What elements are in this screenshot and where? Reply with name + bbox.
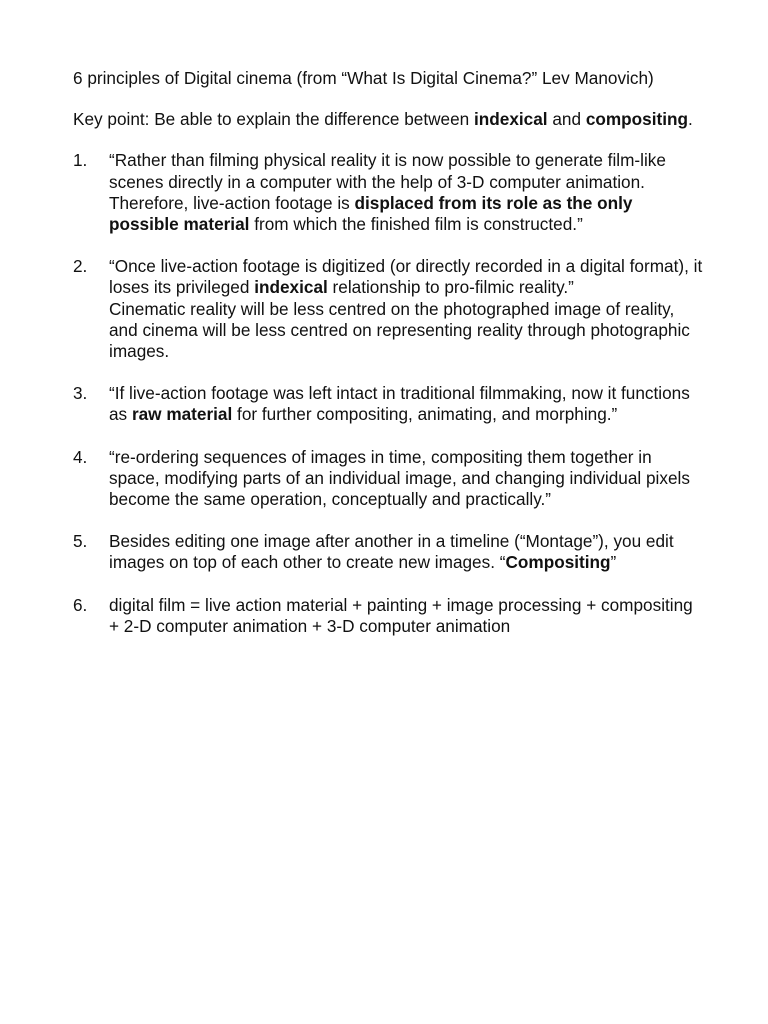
list-item-number: 3. bbox=[73, 383, 88, 404]
list-item-commentary: Cinematic reality will be less centred on the photographed image of reality, and cinema will be less centred on representing reality through photographic images. bbox=[109, 298, 690, 362]
key-term-indexical: indexical bbox=[474, 109, 548, 130]
list-item-emphasis: raw material bbox=[131, 404, 233, 425]
list-item-text: “If live-action footage was left intact in traditional filmmaking, now it functions as bbox=[109, 383, 690, 425]
list-item-number: 1. bbox=[73, 150, 88, 171]
list-item-text: relationship to pro-filmic reality.” bbox=[327, 277, 574, 298]
list-item bbox=[73, 595, 703, 637]
list-item-emphasis: Compositing bbox=[505, 552, 611, 573]
list-item bbox=[73, 256, 703, 362]
list-item-text: “Rather than filming physical reality it is now possible to generate film-like scenes directly in a computer with the help of 3-D computer animation. Therefore, live-action footage is bbox=[109, 150, 666, 213]
list-item-emphasis: displaced from its role as the only possible material bbox=[109, 192, 633, 235]
list-item-text: for further compositing, animating, and morphing.” bbox=[232, 404, 618, 425]
list-item bbox=[73, 150, 703, 235]
list-item-text: “Once live-action footage is digitized (or directly recorded in a digital format), it loses its privileged bbox=[109, 256, 703, 298]
list-item bbox=[73, 383, 703, 425]
key-point-middle: and bbox=[547, 109, 586, 130]
list-item-text: Besides editing one image after another in a timeline (“Montage”), you edit images on top of each other to create new images. “ bbox=[109, 531, 674, 573]
list-item-text: digital film = live action material + painting + image processing + compositing + 2-D computer animation + 3-D computer animation bbox=[109, 594, 693, 636]
list-item-emphasis: indexical bbox=[254, 277, 328, 298]
document-title: 6 principles of Digital cinema (from “What Is Digital Cinema?” Lev Manovich) bbox=[73, 68, 654, 88]
list-item-text: from which the finished film is constructed.” bbox=[249, 214, 583, 235]
list-item bbox=[73, 531, 703, 573]
document-page bbox=[73, 68, 703, 658]
list-item-text: ” bbox=[610, 552, 617, 573]
principles-list bbox=[73, 150, 703, 637]
key-point-suffix: . bbox=[687, 109, 693, 130]
list-item-number: 6. bbox=[73, 594, 88, 615]
key-point-prefix: Key point: Be able to explain the difference between bbox=[73, 109, 475, 130]
list-item bbox=[73, 447, 703, 511]
list-item-number: 2. bbox=[73, 256, 88, 277]
list-item-text: “re-ordering sequences of images in time, compositing them together in space, modifying parts of an individual image, and changing individual pixels become the same operation, conceptually and practically.” bbox=[109, 446, 690, 510]
list-item-number: 5. bbox=[73, 531, 88, 552]
key-point bbox=[73, 109, 703, 130]
list-item-number: 4. bbox=[73, 446, 88, 467]
key-term-compositing: compositing bbox=[585, 109, 688, 130]
